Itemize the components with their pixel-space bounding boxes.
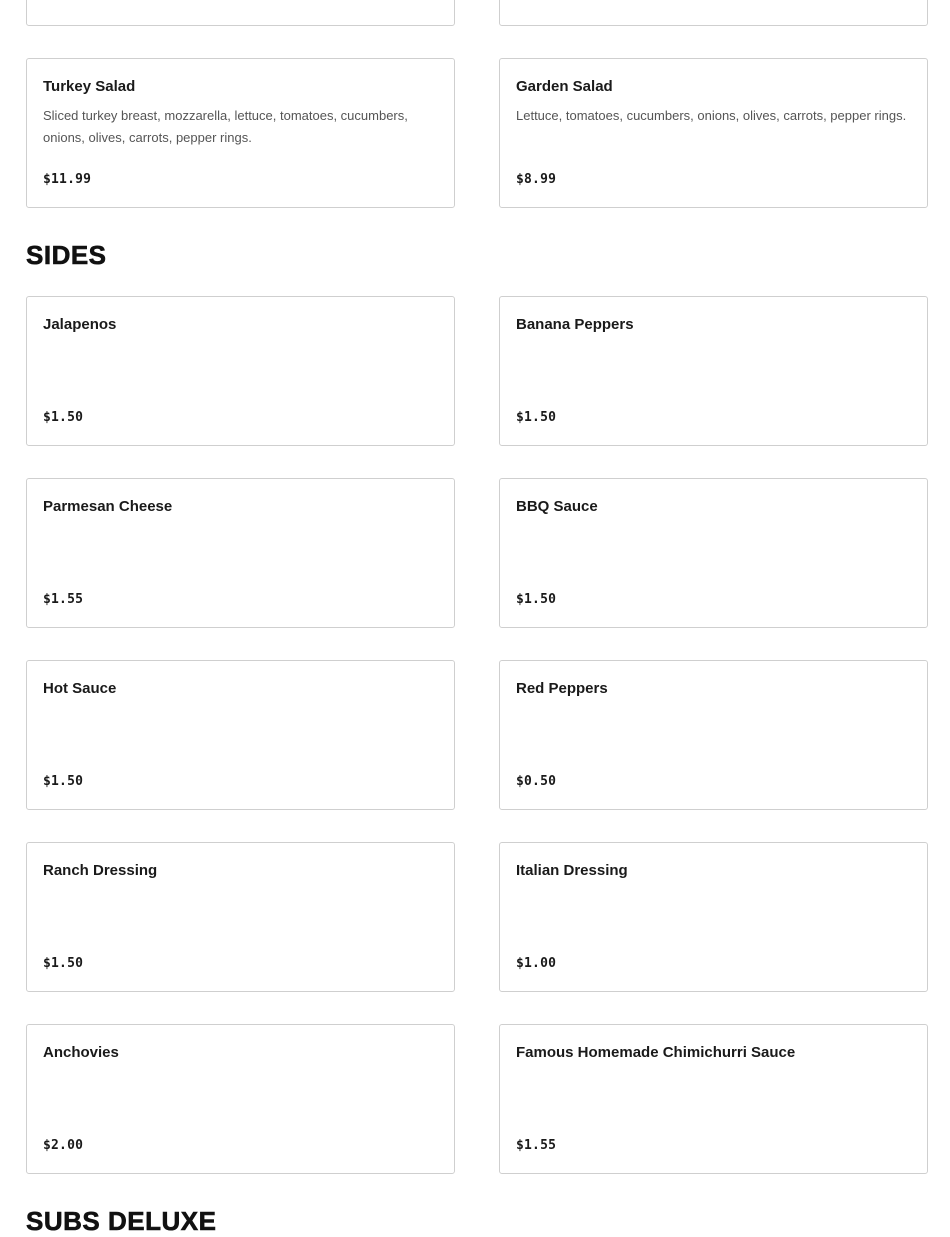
menu-item-name: Hot Sauce <box>43 680 117 697</box>
menu-item-price: $0.50 <box>516 774 557 789</box>
menu-item-name: Garden Salad <box>516 78 613 95</box>
menu-item-price: $1.55 <box>43 592 84 607</box>
menu-item-name: Ranch Dressing <box>43 862 158 879</box>
menu-item-name: Anchovies <box>43 1044 119 1061</box>
menu-item-price: $1.50 <box>43 956 84 971</box>
menu-item-card[interactable] <box>499 842 928 992</box>
menu-item-name: Turkey Salad <box>43 78 136 95</box>
menu-item-card[interactable] <box>26 842 455 992</box>
menu-item-card[interactable] <box>499 296 928 446</box>
menu-item-card[interactable] <box>499 58 928 208</box>
menu-item-description: Sliced turkey breast, mozzarella, lettuce, tomatoes, cucumbers, onions, olives, carrots, pepper rings. <box>43 108 408 145</box>
menu-item-name: Banana Peppers <box>516 316 634 333</box>
menu-item-name: Famous Homemade Chimichurri Sauce <box>516 1044 796 1061</box>
menu-item-card[interactable] <box>26 58 455 208</box>
menu-item-price: $1.50 <box>43 774 84 789</box>
menu-item-price: $2.00 <box>43 1138 84 1153</box>
menu-item-card[interactable] <box>499 660 928 810</box>
menu-item-card[interactable] <box>26 660 455 810</box>
menu-item-name: BBQ Sauce <box>516 498 598 515</box>
section-title-sides: SIDES <box>26 240 107 270</box>
menu-item-card[interactable] <box>26 296 455 446</box>
menu-item-price: $1.50 <box>516 592 557 607</box>
menu-item-name: Parmesan Cheese <box>43 498 173 515</box>
menu-item-card[interactable] <box>26 478 455 628</box>
menu-item-card[interactable] <box>499 478 928 628</box>
menu-item-card[interactable] <box>499 1024 928 1174</box>
menu-item-description: Lettuce, tomatoes, cucumbers, onions, olives, carrots, pepper rings. <box>516 108 907 123</box>
menu-item-card[interactable] <box>26 1024 455 1174</box>
menu-item-price: $1.55 <box>516 1138 557 1153</box>
menu-item-name: Jalapenos <box>43 316 117 333</box>
section-title-subs-deluxe: SUBS DELUXE <box>26 1206 217 1236</box>
menu-item-price: $1.50 <box>516 410 557 425</box>
menu-item-price: $8.99 <box>516 172 557 187</box>
menu-item-card[interactable] <box>499 0 928 26</box>
menu-item-card[interactable] <box>26 0 455 26</box>
menu-item-price: $1.00 <box>516 956 557 971</box>
menu-item-price: $1.50 <box>43 410 84 425</box>
menu-item-price: $11.99 <box>43 172 92 187</box>
menu-item-name: Italian Dressing <box>516 862 628 879</box>
menu-item-name: Red Peppers <box>516 680 608 697</box>
